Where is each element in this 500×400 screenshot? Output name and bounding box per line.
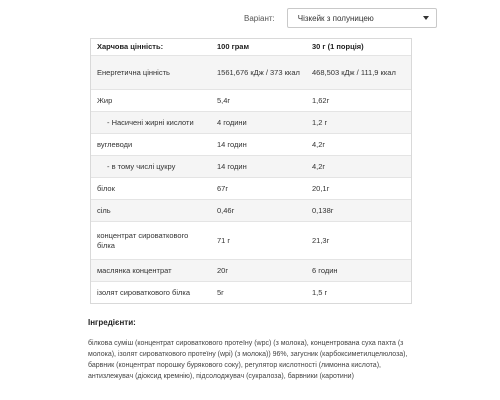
header-per-100g: 100 грам	[217, 42, 250, 51]
value-per-serving: 468,503 кДж / 111,9 ккал	[312, 67, 396, 77]
table-row	[91, 155, 411, 177]
table-row	[91, 221, 411, 259]
nutrient-name: - Насичені жирні кислоти	[107, 117, 194, 127]
table-row	[91, 259, 411, 281]
value-per-serving: 1,2 г	[312, 117, 328, 127]
table-row	[91, 281, 411, 303]
value-per-serving: 1,62г	[312, 95, 330, 105]
value-per-100g: 1561,676 кДж / 373 ккал	[217, 67, 300, 77]
nutrient-name: концентрат сироваткового білка	[97, 230, 189, 250]
ingredients-text: білкова суміш (концентрат сироваткового протеїну (wpc) (з молока), концентрована суха пахта (з молока), ізолят сироваткового протеїну (wpi) (з молока)) 96%, загусник (карбоксиметилцелюлоза), барвник (концентрат порошку бурякового соку), регулятор кислотності (лимонна кислота), антизлежувач (діоксид кремнію), підсолоджувач (сукралоза), барвники (каротини)	[88, 340, 408, 380]
value-per-serving: 4,2г	[312, 139, 326, 149]
nutrition-table-header	[91, 39, 411, 55]
ingredients-title: Інгредієнти:	[88, 318, 136, 327]
header-per-serving: 30 г (1 порція)	[312, 42, 364, 51]
value-per-serving: 4,2г	[312, 161, 326, 171]
variant-selector-row	[244, 8, 437, 28]
value-per-100g: 14 годин	[217, 139, 247, 149]
value-per-100g: 5,4г	[217, 95, 231, 105]
table-row	[91, 199, 411, 221]
nutrient-name: білок	[97, 183, 115, 193]
nutrient-name: - в тому числі цукру	[107, 161, 176, 171]
table-row	[91, 177, 411, 199]
nutrient-name: маслянка концентрат	[97, 265, 172, 275]
variant-label: Варіант:	[244, 13, 275, 23]
nutrition-table	[90, 38, 412, 304]
value-per-100g: 4 години	[217, 117, 247, 127]
value-per-serving: 21,3г	[312, 235, 330, 245]
variant-dropdown[interactable]	[287, 8, 437, 28]
value-per-100g: 14 годин	[217, 161, 247, 171]
value-per-100g: 20г	[217, 265, 229, 275]
table-row	[91, 55, 411, 89]
table-row	[91, 89, 411, 111]
table-row	[91, 111, 411, 133]
nutrient-name: Жир	[97, 95, 113, 105]
table-row	[91, 133, 411, 155]
nutrient-name: сіль	[97, 205, 111, 215]
value-per-100g: 0,46г	[217, 205, 235, 215]
nutrient-name: Енергетична цінність	[97, 67, 170, 77]
value-per-100g: 71 г	[217, 235, 231, 245]
value-per-serving: 20,1г	[312, 183, 330, 193]
nutrient-name: ізолят сироваткового білка	[97, 287, 190, 297]
value-per-serving: 1,5 г	[312, 287, 328, 297]
value-per-serving: 6 годин	[312, 265, 338, 275]
nutrient-name: вуглеводи	[97, 139, 133, 149]
chevron-down-icon	[423, 16, 429, 20]
ingredients-section	[88, 318, 412, 382]
variant-selected-value: Чізкейк з полуницею	[297, 13, 374, 23]
value-per-100g: 5г	[217, 287, 224, 297]
header-nutrition-value: Харчова цінність:	[97, 42, 164, 51]
value-per-100g: 67г	[217, 183, 229, 193]
value-per-serving: 0,138г	[312, 205, 334, 215]
